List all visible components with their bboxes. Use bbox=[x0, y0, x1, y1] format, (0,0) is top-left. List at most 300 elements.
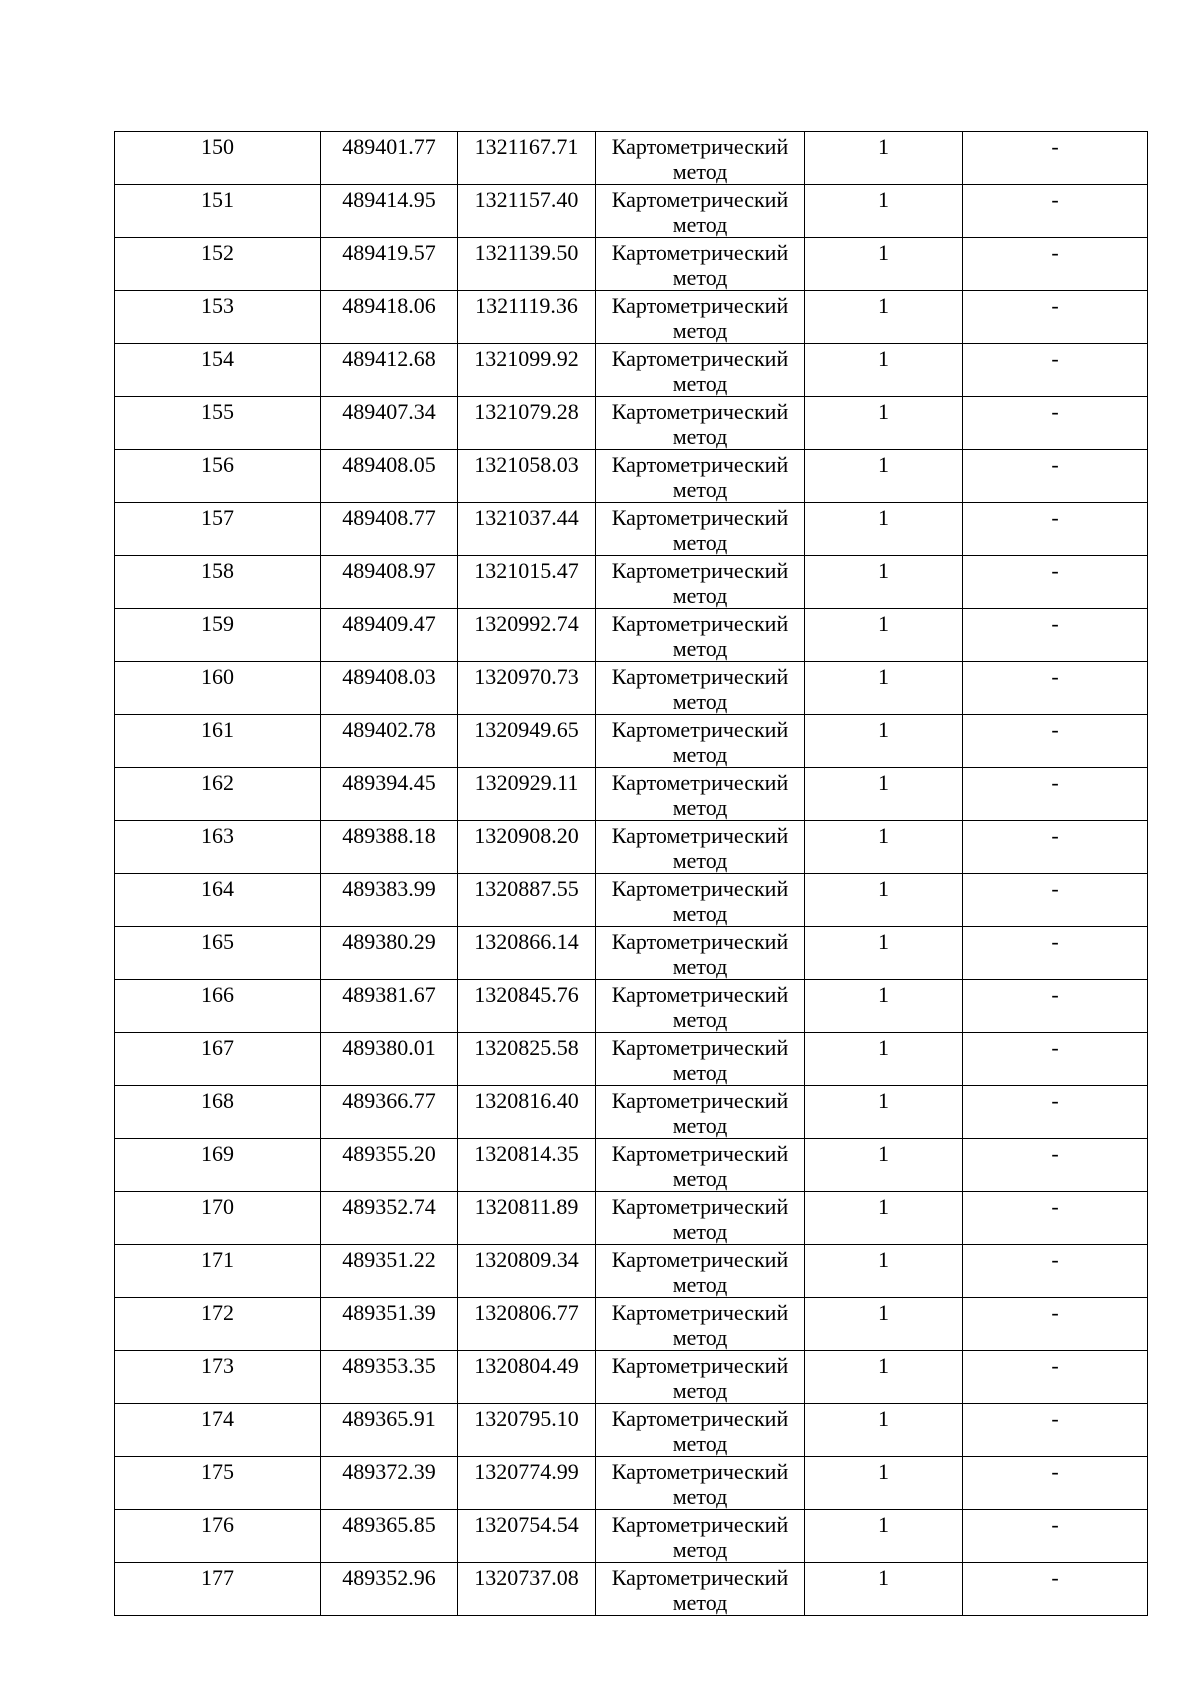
method-line-1: Картометрический bbox=[611, 1247, 789, 1272]
table-row bbox=[115, 874, 1148, 927]
y-coordinate-cell-text: 1320795.10 bbox=[474, 1406, 579, 1431]
y-coordinate-cell bbox=[458, 662, 596, 715]
precision-cell bbox=[805, 874, 963, 927]
precision-cell-text: 1 bbox=[878, 452, 889, 477]
table-row bbox=[115, 238, 1148, 291]
method-line-2: метод bbox=[672, 318, 728, 343]
point-number-cell bbox=[115, 238, 321, 291]
method-cell bbox=[596, 503, 805, 556]
y-coordinate-cell-text: 1320992.74 bbox=[474, 611, 579, 636]
method-text bbox=[596, 662, 804, 714]
point-number-cell-text: 151 bbox=[201, 187, 234, 212]
x-coordinate-cell-text: 489355.20 bbox=[342, 1141, 436, 1166]
precision-cell bbox=[805, 1086, 963, 1139]
y-coordinate-cell-text: 1321119.36 bbox=[475, 293, 578, 318]
table-row bbox=[115, 1351, 1148, 1404]
x-coordinate-cell-text: 489408.05 bbox=[342, 452, 436, 477]
description-cell-text: - bbox=[1051, 1247, 1059, 1272]
description-cell-text: - bbox=[1051, 1512, 1059, 1537]
method-cell bbox=[596, 1245, 805, 1298]
method-line-1: Картометрический bbox=[611, 876, 789, 901]
x-coordinate-cell bbox=[321, 874, 458, 927]
precision-cell-text: 1 bbox=[878, 134, 889, 159]
point-number-cell-text: 157 bbox=[201, 505, 234, 530]
x-coordinate-cell bbox=[321, 768, 458, 821]
point-number-cell-text: 152 bbox=[201, 240, 234, 265]
point-number-cell-text: 172 bbox=[201, 1300, 234, 1325]
precision-cell bbox=[805, 662, 963, 715]
point-number-cell-text: 160 bbox=[201, 664, 234, 689]
description-cell bbox=[963, 715, 1148, 768]
x-coordinate-cell-text: 489383.99 bbox=[342, 876, 436, 901]
table-row bbox=[115, 450, 1148, 503]
x-coordinate-cell bbox=[321, 344, 458, 397]
table-row bbox=[115, 980, 1148, 1033]
description-cell bbox=[963, 1245, 1148, 1298]
precision-cell bbox=[805, 450, 963, 503]
method-line-2: метод bbox=[672, 1272, 728, 1297]
point-number-cell bbox=[115, 1351, 321, 1404]
point-number-cell-text: 154 bbox=[201, 346, 234, 371]
point-number-cell bbox=[115, 132, 321, 185]
table-row bbox=[115, 503, 1148, 556]
y-coordinate-cell bbox=[458, 1245, 596, 1298]
precision-cell bbox=[805, 927, 963, 980]
precision-cell bbox=[805, 291, 963, 344]
precision-cell-text: 1 bbox=[878, 1353, 889, 1378]
y-coordinate-cell bbox=[458, 238, 596, 291]
method-cell bbox=[596, 1457, 805, 1510]
method-cell bbox=[596, 1351, 805, 1404]
precision-cell-text: 1 bbox=[878, 1565, 889, 1590]
point-number-cell-text: 174 bbox=[201, 1406, 234, 1431]
method-cell bbox=[596, 1086, 805, 1139]
precision-cell bbox=[805, 980, 963, 1033]
method-text bbox=[596, 1351, 804, 1403]
table-row bbox=[115, 185, 1148, 238]
method-line-2: метод bbox=[672, 1166, 728, 1191]
precision-cell bbox=[805, 185, 963, 238]
method-text bbox=[596, 344, 804, 396]
description-cell bbox=[963, 450, 1148, 503]
y-coordinate-cell-text: 1320737.08 bbox=[474, 1565, 579, 1590]
method-line-1: Картометрический bbox=[611, 1194, 789, 1219]
method-cell bbox=[596, 662, 805, 715]
description-cell-text: - bbox=[1051, 982, 1059, 1007]
precision-cell bbox=[805, 1192, 963, 1245]
point-number-cell-text: 161 bbox=[201, 717, 234, 742]
description-cell-text: - bbox=[1051, 346, 1059, 371]
description-cell-text: - bbox=[1051, 1459, 1059, 1484]
x-coordinate-cell bbox=[321, 609, 458, 662]
point-number-cell-text: 153 bbox=[201, 293, 234, 318]
method-text bbox=[596, 1510, 804, 1562]
x-coordinate-cell bbox=[321, 397, 458, 450]
point-number-cell bbox=[115, 1086, 321, 1139]
description-cell-text: - bbox=[1051, 187, 1059, 212]
description-cell bbox=[963, 185, 1148, 238]
x-coordinate-cell-text: 489419.57 bbox=[342, 240, 436, 265]
precision-cell bbox=[805, 1033, 963, 1086]
description-cell bbox=[963, 344, 1148, 397]
point-number-cell-text: 159 bbox=[201, 611, 234, 636]
precision-cell bbox=[805, 609, 963, 662]
method-line-2: метод bbox=[672, 1484, 728, 1509]
method-line-2: метод bbox=[672, 1590, 728, 1615]
y-coordinate-cell bbox=[458, 927, 596, 980]
y-coordinate-cell-text: 1320809.34 bbox=[474, 1247, 579, 1272]
x-coordinate-cell-text: 489408.97 bbox=[342, 558, 436, 583]
point-number-cell-text: 165 bbox=[201, 929, 234, 954]
method-line-2: метод bbox=[672, 477, 728, 502]
y-coordinate-cell-text: 1320806.77 bbox=[474, 1300, 579, 1325]
x-coordinate-cell-text: 489380.29 bbox=[342, 929, 436, 954]
precision-cell-text: 1 bbox=[878, 717, 889, 742]
x-coordinate-cell bbox=[321, 1298, 458, 1351]
table-row bbox=[115, 1139, 1148, 1192]
method-text bbox=[596, 397, 804, 449]
x-coordinate-cell bbox=[321, 503, 458, 556]
table-row bbox=[115, 1245, 1148, 1298]
method-text bbox=[596, 1245, 804, 1297]
point-number-cell bbox=[115, 927, 321, 980]
x-coordinate-cell-text: 489366.77 bbox=[342, 1088, 436, 1113]
x-coordinate-cell-text: 489352.74 bbox=[342, 1194, 436, 1219]
y-coordinate-cell-text: 1320816.40 bbox=[474, 1088, 579, 1113]
description-cell-text: - bbox=[1051, 240, 1059, 265]
x-coordinate-cell bbox=[321, 1033, 458, 1086]
point-number-cell-text: 168 bbox=[201, 1088, 234, 1113]
method-cell bbox=[596, 1404, 805, 1457]
method-line-1: Картометрический bbox=[611, 1353, 789, 1378]
method-line-2: метод bbox=[672, 265, 728, 290]
y-coordinate-cell-text: 1321058.03 bbox=[474, 452, 579, 477]
x-coordinate-cell-text: 489412.68 bbox=[342, 346, 436, 371]
point-number-cell-text: 162 bbox=[201, 770, 234, 795]
y-coordinate-cell bbox=[458, 1510, 596, 1563]
method-line-1: Картометрический bbox=[611, 982, 789, 1007]
description-cell-text: - bbox=[1051, 558, 1059, 583]
point-number-cell-text: 176 bbox=[201, 1512, 234, 1537]
method-line-2: метод bbox=[672, 424, 728, 449]
description-cell bbox=[963, 1563, 1148, 1616]
precision-cell bbox=[805, 768, 963, 821]
x-coordinate-cell-text: 489388.18 bbox=[342, 823, 436, 848]
y-coordinate-cell bbox=[458, 1457, 596, 1510]
method-line-1: Картометрический bbox=[611, 611, 789, 636]
method-line-1: Картометрический bbox=[611, 240, 789, 265]
method-line-1: Картометрический bbox=[611, 770, 789, 795]
description-cell bbox=[963, 1086, 1148, 1139]
method-line-2: метод bbox=[672, 371, 728, 396]
precision-cell-text: 1 bbox=[878, 1512, 889, 1537]
x-coordinate-cell-text: 489418.06 bbox=[342, 293, 436, 318]
method-cell bbox=[596, 344, 805, 397]
y-coordinate-cell-text: 1321157.40 bbox=[474, 187, 579, 212]
y-coordinate-cell-text: 1320754.54 bbox=[474, 1512, 579, 1537]
y-coordinate-cell bbox=[458, 556, 596, 609]
table-row bbox=[115, 821, 1148, 874]
description-cell bbox=[963, 927, 1148, 980]
y-coordinate-cell bbox=[458, 1298, 596, 1351]
method-text bbox=[596, 1192, 804, 1244]
description-cell-text: - bbox=[1051, 1565, 1059, 1590]
y-coordinate-cell-text: 1321099.92 bbox=[474, 346, 579, 371]
y-coordinate-cell-text: 1321037.44 bbox=[474, 505, 579, 530]
precision-cell-text: 1 bbox=[878, 929, 889, 954]
table-row bbox=[115, 291, 1148, 344]
method-cell bbox=[596, 132, 805, 185]
y-coordinate-cell bbox=[458, 344, 596, 397]
precision-cell-text: 1 bbox=[878, 293, 889, 318]
coordinates-table bbox=[114, 131, 1148, 1616]
method-line-2: метод bbox=[672, 1431, 728, 1456]
x-coordinate-cell-text: 489408.03 bbox=[342, 664, 436, 689]
x-coordinate-cell-text: 489381.67 bbox=[342, 982, 436, 1007]
y-coordinate-cell bbox=[458, 821, 596, 874]
description-cell bbox=[963, 556, 1148, 609]
point-number-cell bbox=[115, 450, 321, 503]
x-coordinate-cell bbox=[321, 1086, 458, 1139]
method-text bbox=[596, 1139, 804, 1191]
method-line-1: Картометрический bbox=[611, 399, 789, 424]
method-line-2: метод bbox=[672, 583, 728, 608]
method-line-2: метод bbox=[672, 742, 728, 767]
point-number-cell bbox=[115, 715, 321, 768]
y-coordinate-cell bbox=[458, 397, 596, 450]
table-row bbox=[115, 662, 1148, 715]
point-number-cell bbox=[115, 980, 321, 1033]
description-cell bbox=[963, 874, 1148, 927]
precision-cell-text: 1 bbox=[878, 1088, 889, 1113]
method-text bbox=[596, 185, 804, 237]
table-row bbox=[115, 768, 1148, 821]
point-number-cell bbox=[115, 1192, 321, 1245]
method-line-2: метод bbox=[672, 954, 728, 979]
description-cell-text: - bbox=[1051, 1353, 1059, 1378]
x-coordinate-cell-text: 489351.39 bbox=[342, 1300, 436, 1325]
precision-cell-text: 1 bbox=[878, 240, 889, 265]
method-text bbox=[596, 503, 804, 555]
table-row bbox=[115, 927, 1148, 980]
method-line-2: метод bbox=[672, 1325, 728, 1350]
description-cell-text: - bbox=[1051, 823, 1059, 848]
x-coordinate-cell bbox=[321, 132, 458, 185]
method-line-2: метод bbox=[672, 1113, 728, 1138]
point-number-cell-text: 169 bbox=[201, 1141, 234, 1166]
y-coordinate-cell-text: 1320804.49 bbox=[474, 1353, 579, 1378]
precision-cell-text: 1 bbox=[878, 1141, 889, 1166]
description-cell bbox=[963, 609, 1148, 662]
description-cell bbox=[963, 768, 1148, 821]
method-line-2: метод bbox=[672, 1537, 728, 1562]
y-coordinate-cell bbox=[458, 1563, 596, 1616]
method-line-1: Картометрический bbox=[611, 134, 789, 159]
x-coordinate-cell bbox=[321, 238, 458, 291]
precision-cell bbox=[805, 238, 963, 291]
table-row bbox=[115, 132, 1148, 185]
method-line-1: Картометрический bbox=[611, 187, 789, 212]
method-line-2: метод bbox=[672, 1378, 728, 1403]
method-text bbox=[596, 715, 804, 767]
description-cell-text: - bbox=[1051, 717, 1059, 742]
description-cell-text: - bbox=[1051, 929, 1059, 954]
precision-cell bbox=[805, 1298, 963, 1351]
description-cell bbox=[963, 397, 1148, 450]
y-coordinate-cell-text: 1320811.89 bbox=[474, 1194, 579, 1219]
method-cell bbox=[596, 450, 805, 503]
coordinates-table-body bbox=[115, 132, 1148, 1616]
method-line-2: метод bbox=[672, 636, 728, 661]
method-cell bbox=[596, 1139, 805, 1192]
point-number-cell bbox=[115, 1457, 321, 1510]
method-line-2: метод bbox=[672, 1007, 728, 1032]
precision-cell bbox=[805, 1563, 963, 1616]
method-line-1: Картометрический bbox=[611, 505, 789, 530]
table-row bbox=[115, 1086, 1148, 1139]
precision-cell-text: 1 bbox=[878, 876, 889, 901]
precision-cell bbox=[805, 821, 963, 874]
method-text bbox=[596, 768, 804, 820]
y-coordinate-cell-text: 1320929.11 bbox=[474, 770, 579, 795]
method-line-2: метод bbox=[672, 689, 728, 714]
point-number-cell-text: 177 bbox=[201, 1565, 234, 1590]
precision-cell bbox=[805, 1510, 963, 1563]
description-cell-text: - bbox=[1051, 293, 1059, 318]
precision-cell bbox=[805, 503, 963, 556]
y-coordinate-cell bbox=[458, 132, 596, 185]
point-number-cell-text: 175 bbox=[201, 1459, 234, 1484]
x-coordinate-cell-text: 489365.85 bbox=[342, 1512, 436, 1537]
description-cell bbox=[963, 1457, 1148, 1510]
precision-cell bbox=[805, 397, 963, 450]
description-cell-text: - bbox=[1051, 611, 1059, 636]
description-cell-text: - bbox=[1051, 664, 1059, 689]
x-coordinate-cell-text: 489409.47 bbox=[342, 611, 436, 636]
table-row bbox=[115, 609, 1148, 662]
method-cell bbox=[596, 1192, 805, 1245]
point-number-cell-text: 171 bbox=[201, 1247, 234, 1272]
method-text bbox=[596, 821, 804, 873]
description-cell bbox=[963, 1351, 1148, 1404]
table-row bbox=[115, 1298, 1148, 1351]
description-cell bbox=[963, 1404, 1148, 1457]
point-number-cell-text: 150 bbox=[201, 134, 234, 159]
y-coordinate-cell-text: 1320866.14 bbox=[474, 929, 579, 954]
method-line-1: Картометрический bbox=[611, 1406, 789, 1431]
y-coordinate-cell bbox=[458, 503, 596, 556]
method-cell bbox=[596, 1033, 805, 1086]
method-cell bbox=[596, 556, 805, 609]
x-coordinate-cell bbox=[321, 980, 458, 1033]
description-cell-text: - bbox=[1051, 770, 1059, 795]
method-text bbox=[596, 927, 804, 979]
method-text bbox=[596, 609, 804, 661]
y-coordinate-cell bbox=[458, 874, 596, 927]
method-line-1: Картометрический bbox=[611, 1088, 789, 1113]
method-line-1: Картометрический bbox=[611, 664, 789, 689]
table-row bbox=[115, 344, 1148, 397]
y-coordinate-cell-text: 1321015.47 bbox=[474, 558, 579, 583]
method-cell bbox=[596, 397, 805, 450]
method-line-1: Картометрический bbox=[611, 1459, 789, 1484]
description-cell bbox=[963, 980, 1148, 1033]
description-cell bbox=[963, 1033, 1148, 1086]
x-coordinate-cell-text: 489408.77 bbox=[342, 505, 436, 530]
x-coordinate-cell bbox=[321, 1245, 458, 1298]
precision-cell-text: 1 bbox=[878, 346, 889, 371]
method-cell bbox=[596, 609, 805, 662]
method-text bbox=[596, 291, 804, 343]
method-line-2: метод bbox=[672, 159, 728, 184]
y-coordinate-cell-text: 1320845.76 bbox=[474, 982, 579, 1007]
method-text bbox=[596, 238, 804, 290]
description-cell bbox=[963, 238, 1148, 291]
x-coordinate-cell-text: 489380.01 bbox=[342, 1035, 436, 1060]
x-coordinate-cell bbox=[321, 450, 458, 503]
method-text bbox=[596, 132, 804, 184]
precision-cell-text: 1 bbox=[878, 770, 889, 795]
x-coordinate-cell-text: 489365.91 bbox=[342, 1406, 436, 1431]
precision-cell-text: 1 bbox=[878, 505, 889, 530]
precision-cell-text: 1 bbox=[878, 611, 889, 636]
y-coordinate-cell bbox=[458, 768, 596, 821]
precision-cell bbox=[805, 1404, 963, 1457]
y-coordinate-cell bbox=[458, 1351, 596, 1404]
description-cell-text: - bbox=[1051, 1141, 1059, 1166]
table-row bbox=[115, 715, 1148, 768]
precision-cell bbox=[805, 132, 963, 185]
method-line-1: Картометрический bbox=[611, 717, 789, 742]
point-number-cell bbox=[115, 662, 321, 715]
point-number-cell bbox=[115, 768, 321, 821]
method-line-1: Картометрический bbox=[611, 823, 789, 848]
table-row bbox=[115, 397, 1148, 450]
x-coordinate-cell bbox=[321, 1192, 458, 1245]
point-number-cell bbox=[115, 1563, 321, 1616]
point-number-cell-text: 156 bbox=[201, 452, 234, 477]
method-line-1: Картометрический bbox=[611, 1035, 789, 1060]
method-line-1: Картометрический bbox=[611, 1565, 789, 1590]
method-line-2: метод bbox=[672, 901, 728, 926]
y-coordinate-cell-text: 1320825.58 bbox=[474, 1035, 579, 1060]
table-row bbox=[115, 1457, 1148, 1510]
description-cell bbox=[963, 291, 1148, 344]
precision-cell bbox=[805, 1245, 963, 1298]
y-coordinate-cell bbox=[458, 1404, 596, 1457]
description-cell-text: - bbox=[1051, 452, 1059, 477]
method-line-2: метод bbox=[672, 795, 728, 820]
point-number-cell bbox=[115, 609, 321, 662]
method-text bbox=[596, 874, 804, 926]
x-coordinate-cell bbox=[321, 715, 458, 768]
description-cell-text: - bbox=[1051, 1406, 1059, 1431]
precision-cell-text: 1 bbox=[878, 1459, 889, 1484]
x-coordinate-cell bbox=[321, 1139, 458, 1192]
method-cell bbox=[596, 715, 805, 768]
point-number-cell bbox=[115, 1033, 321, 1086]
description-cell bbox=[963, 821, 1148, 874]
y-coordinate-cell-text: 1321167.71 bbox=[474, 134, 579, 159]
point-number-cell bbox=[115, 1245, 321, 1298]
point-number-cell bbox=[115, 291, 321, 344]
precision-cell-text: 1 bbox=[878, 1406, 889, 1431]
point-number-cell bbox=[115, 1510, 321, 1563]
table-row bbox=[115, 1563, 1148, 1616]
description-cell bbox=[963, 1298, 1148, 1351]
description-cell-text: - bbox=[1051, 505, 1059, 530]
table-row bbox=[115, 1192, 1148, 1245]
